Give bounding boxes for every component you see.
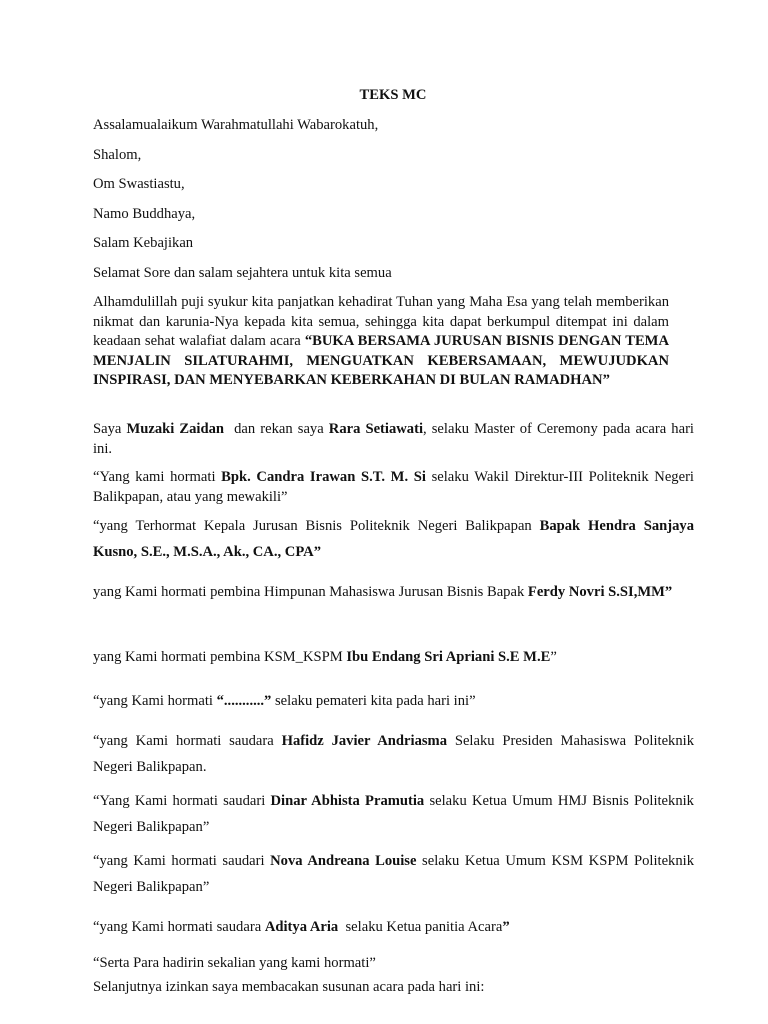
honorific-paragraph [93, 789, 694, 840]
greeting-line: Selamat Sore dan salam sejahtera untuk kita semua [93, 265, 392, 281]
honorific-paragraph [93, 580, 694, 606]
honorific-close: ” [502, 919, 510, 935]
intro-text: dan rekan saya [223, 421, 329, 437]
honorific-paragraph [93, 729, 694, 780]
greeting-line: Om Swastiastu, [93, 176, 185, 192]
honorific-text: “yang Kami hormati saudara [93, 919, 265, 935]
honorific-paragraph [93, 918, 510, 937]
honorific-text: selaku pemateri kita pada hari ini” [271, 693, 476, 709]
honorific-paragraph [93, 514, 694, 565]
honorific-text: yang Kami hormati pembina KSM_KSPM [93, 649, 347, 665]
honorific-paragraph [93, 468, 694, 507]
greeting-line: Assalamualaikum Warahmatullahi Wabarokatuh, [93, 117, 379, 133]
honorific-paragraph [93, 849, 694, 900]
honorific-name: Ibu Endang Sri Apriani S.E M.E [346, 649, 551, 665]
intro-text: Saya [93, 421, 127, 437]
greeting-line: Namo Buddhaya, [93, 206, 196, 222]
intro-paragraph [93, 420, 694, 459]
honorific-name: Aditya Aria [264, 919, 339, 935]
mc-name: Rara Setiawati [328, 421, 424, 437]
greeting-line: Shalom, [93, 147, 142, 163]
honorific-name: Hafidz Javier Andriasma [281, 733, 447, 749]
mc-name: Muzaki Zaidan [126, 421, 224, 437]
honorific-paragraph [93, 692, 476, 711]
honorific-name: Ferdy Novri S.SI,MM” [527, 584, 673, 600]
honorific-text: selaku Ketua Umum KSM KSPM Politeknik Negeri Balikpapan” [93, 853, 695, 895]
honorific-text: selaku Ketua panitia Acara [338, 919, 503, 935]
greeting-line: Salam Kebajikan [93, 235, 194, 251]
honorific-text: “Yang Kami hormati saudari [93, 793, 271, 809]
opening-paragraph [93, 293, 669, 391]
honorific-name: Bpk. Candra Irawan S.T. M. Si [221, 469, 426, 485]
closing-line: “Serta Para hadirin sekalian yang kami hormati” [93, 955, 376, 971]
honorific-paragraph [93, 648, 557, 667]
honorific-name: Nova Andreana Louise [270, 853, 417, 869]
honorific-text: Selaku Presiden Mahasiswa Politeknik Negeri Balikpapan. [93, 733, 694, 775]
honorific-text: selaku Ketua Umum HMJ Bisnis Politeknik Negeri Balikpapan” [93, 793, 694, 835]
honorific-text: “Yang kami hormati [93, 469, 222, 485]
honorific-text: “yang Kami hormati [93, 693, 217, 709]
honorific-text: “yang Kami hormati saudara [93, 733, 282, 749]
honorific-text: selaku Wakil Direktur-III Politeknik Negeri Balikpapan, atau yang mewakili” [93, 469, 694, 505]
honorific-name: “...........” [216, 693, 272, 709]
honorific-text: “yang Terhormat Kepala Jurusan Bisnis Politeknik Negeri Balikpapan [93, 518, 540, 534]
honorific-name: Dinar Abhista Pramutia [270, 793, 425, 809]
event-name: “BUKA BERSAMA JURUSAN BISNIS DENGAN TEMA MENJALIN SILATURAHMI, MENGUATKAN KEBERSAMAAN, MEWUJUDKAN INSPIRASI, DAN MENYEBARKAN KEBERKAHAN DI BULAN RAMADHAN” [93, 333, 669, 388]
intro-text: , selaku Master of Ceremony pada acara hari ini. [93, 421, 694, 457]
opening-text: Alhamdulillah puji syukur kita panjatkan kehadirat Tuhan yang Maha Esa yang telah memberikan nikmat dan karunia-Nya kepada kita semua, sehingga kita dapat berkumpul ditempat ini dalam keadaan sehat walafiat dalam acara [93, 294, 669, 349]
honorific-text: yang Kami hormati pembina Himpunan Mahasiswa Jurusan Bisnis Bapak [93, 584, 528, 600]
closing-line: Selanjutnya izinkan saya membacakan susunan acara pada hari ini: [93, 979, 485, 995]
honorific-name: Bapak Hendra Sanjaya Kusno, S.E., M.S.A., Ak., CA., CPA” [93, 518, 694, 560]
honorific-text: “yang Kami hormati saudari [93, 853, 271, 869]
honorific-text: ” [550, 649, 557, 665]
document-title: TEKS MC [359, 87, 427, 103]
